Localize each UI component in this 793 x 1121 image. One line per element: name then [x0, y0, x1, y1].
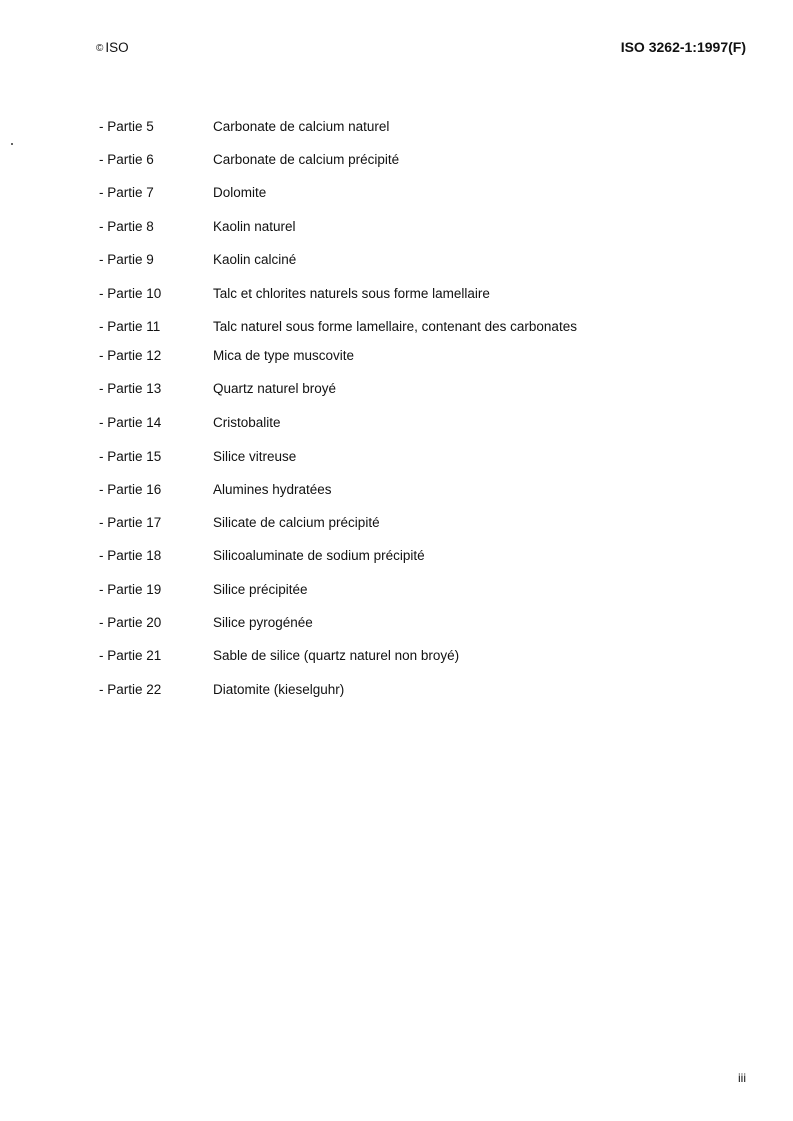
list-item [99, 682, 344, 697]
list-item [99, 515, 380, 530]
part-title: Diatomite (kieselguhr) [213, 682, 345, 697]
part-number: - Partie 13 [99, 381, 162, 396]
part-number: - Partie 7 [99, 185, 154, 200]
document-reference: ISO 3262-1:1997(F) [620, 39, 746, 55]
copyright-icon: © [96, 43, 104, 54]
part-number: - Partie 8 [99, 219, 154, 234]
part-title: Kaolin calciné [213, 252, 297, 267]
part-title: Talc et chlorites naturels sous forme lamellaire [213, 286, 490, 301]
list-item [99, 348, 354, 363]
list-item [99, 381, 336, 396]
part-number: - Partie 5 [99, 119, 154, 134]
part-title: Alumines hydratées [213, 482, 332, 497]
part-number: - Partie 14 [99, 415, 162, 430]
list-item [99, 548, 425, 563]
list-item [99, 185, 266, 200]
part-number: - Partie 9 [99, 252, 154, 267]
part-title: Sable de silice (quartz naturel non broyé) [213, 648, 460, 663]
part-number: - Partie 19 [99, 582, 162, 597]
part-title: Silice pyrogénée [213, 615, 313, 630]
part-number: - Partie 12 [99, 348, 162, 363]
header-copyright [96, 40, 129, 55]
part-number: - Partie 16 [99, 482, 162, 497]
part-title: Quartz naturel broyé [213, 381, 337, 396]
part-number: - Partie 18 [99, 548, 162, 563]
header-left-text: ISO [105, 40, 129, 55]
list-item [99, 119, 389, 134]
part-title: Silice précipitée [213, 582, 308, 597]
part-title: Talc naturel sous forme lamellaire, contenant des carbonates [213, 319, 577, 334]
list-item [99, 648, 459, 663]
part-number: - Partie 20 [99, 615, 162, 630]
part-number: - Partie 22 [99, 682, 162, 697]
part-title: Carbonate de calcium naturel [213, 119, 390, 134]
part-number: - Partie 15 [99, 449, 162, 464]
part-title: Silice vitreuse [213, 449, 297, 464]
part-title: Mica de type muscovite [213, 348, 355, 363]
list-item [99, 152, 399, 167]
part-title: Silicate de calcium précipité [213, 515, 380, 530]
part-title: Dolomite [213, 185, 267, 200]
list-item [99, 415, 281, 430]
list-item [99, 286, 490, 301]
list-item [99, 582, 308, 597]
part-number: - Partie 17 [99, 515, 162, 530]
list-item [99, 319, 577, 334]
part-title: Cristobalite [213, 415, 281, 430]
part-number: - Partie 11 [99, 319, 161, 334]
scan-speck [11, 143, 13, 145]
part-number: - Partie 10 [99, 286, 162, 301]
part-title: Kaolin naturel [213, 219, 296, 234]
page-number: iii [738, 1071, 746, 1085]
list-item [99, 449, 296, 464]
list-item [99, 615, 313, 630]
list-item [99, 252, 296, 267]
list-item [99, 219, 296, 234]
part-title: Silicoaluminate de sodium précipité [213, 548, 425, 563]
list-item [99, 482, 332, 497]
part-number: - Partie 21 [99, 648, 162, 663]
part-title: Carbonate de calcium précipité [213, 152, 400, 167]
part-number: - Partie 6 [99, 152, 154, 167]
